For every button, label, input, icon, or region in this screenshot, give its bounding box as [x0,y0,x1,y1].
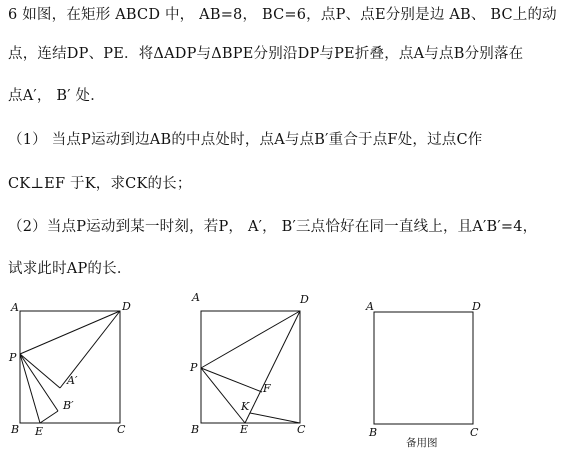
fig1-label-D: D [122,300,131,313]
fig2-label-D: D [300,293,309,306]
fig1-segment-PB-prime [20,354,58,411]
fig2-label-B: B [191,423,200,436]
fig3-caption: 备用图 [406,437,438,449]
fig2-segment-DE [245,311,300,423]
fig1-segment-PE [20,354,40,423]
problem-part-2-line-1: （2）当点P运动到某一时刻，若P， A′， B′三点恰好在同一直线上，且A′B′=4， [8,219,538,235]
fig3-label-D: D [472,300,481,313]
fig2-label-A: A [192,291,200,304]
problem-part-1-line-1: （1） 当点P运动到边AB的中点处时，点A与点B′重合于点F处，过点C作 [8,132,483,148]
fig2-label-E: E [240,423,249,436]
fig3-label-C: C [470,426,479,439]
figure-2 [189,291,309,436]
problem-part-2-line-2: 试求此时AP的长． [8,261,132,277]
fig1-label-A-prime: A′ [67,374,78,387]
problem-line-2: 点，连结DP、PE．将ΔADP与ΔBPE分别沿DP与PE折叠，点A与点B分别落在 [8,46,524,62]
fig2-label-K: K [241,400,250,413]
figure-1 [8,300,131,438]
problem-part-1-line-2: CK⊥EF 于K，求CK的长； [8,176,192,192]
problem-line-3: 点A′， B′ 处． [8,88,105,104]
fig2-segment-PD [201,311,300,368]
figure-3 [365,300,481,449]
fig3-label-B: B [369,426,378,439]
fig1-segment-PA-prime [20,354,60,388]
geometry-figures [0,288,568,458]
fig3-label-A: A [366,300,374,313]
fig1-segment-PD [20,311,120,354]
problem-line-1: 6 如图，在矩形 ABCD 中， AB=8， BC=6，点P、点E分别是边 AB、 BC上的动 [8,7,557,23]
fig2-label-F: F [263,382,271,395]
fig2-rectangle [201,311,300,423]
fig2-label-P: P [190,361,198,374]
fig1-label-P: P [9,351,17,364]
fig3-rectangle [374,312,473,424]
fig1-label-E: E [35,425,44,438]
fig2-label-C: C [297,423,306,436]
fig1-label-B: B [11,423,20,436]
fig1-label-A: A [11,301,19,314]
fig1-label-B-prime: B′ [63,399,74,412]
fig1-segment-B-prime-E [40,411,58,423]
fig1-label-C: C [117,423,126,436]
fig2-segment-KC [250,413,300,423]
